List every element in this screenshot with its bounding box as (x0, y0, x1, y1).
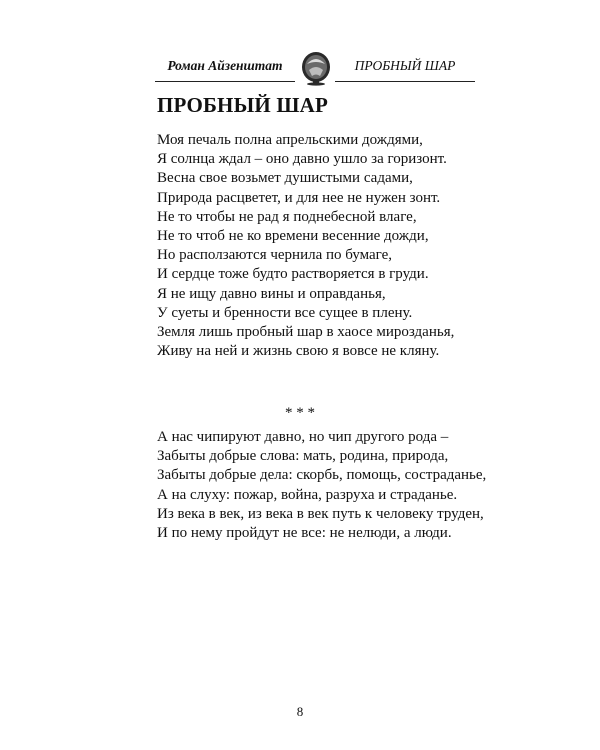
header-author: Роман Айзенштат (167, 58, 283, 73)
poem-line: Но расползаются чернила по бумаге, (157, 247, 393, 264)
poem-line: Природа расцветет, и для нее не нужен зонт. (157, 189, 441, 206)
poem-line: И сердце тоже будто растворяется в груди. (157, 266, 429, 283)
poem-line: И по нему пройдут не все: не нелюди, а люди. (157, 525, 452, 542)
poem-line: Забыты добрые дела: скорбь, помощь, состраданье, (157, 467, 487, 484)
header-rule-right (335, 81, 475, 82)
poem-line: Не то чтоб не ко времени весенние дожди, (157, 228, 429, 245)
poem-stanza-1 (157, 131, 454, 361)
poem-line: А нас чипируют давно, но чип другого рода – (157, 429, 449, 445)
poem-line: Моя печаль полна апрельскими дождями, (157, 132, 423, 148)
poem-line: Не то чтобы не рад я поднебесной влаге, (157, 208, 417, 225)
header-rule-left (155, 81, 295, 82)
poem-line: Забыты добрые слова: мать, родина, природа, (157, 448, 449, 465)
poem-stanza-2 (157, 428, 486, 543)
page-number: 8 (296, 704, 304, 719)
poem-line: Весна свое возьмет душистыми садами, (157, 170, 413, 187)
poem-line: Я не ищу давно вины и оправданья, (157, 285, 386, 302)
poem-line: Живу на ней и жизнь свою я вовсе не кляну. (157, 343, 440, 360)
poem-line: У суеты и бренности все сущее в плену. (157, 304, 413, 321)
poem-line: А на слуху: пожар, война, разруха и страданье. (157, 486, 458, 503)
page-title: ПРОБНЫЙ ШАР (157, 93, 329, 117)
running-header (155, 50, 475, 90)
poem-line: Земля лишь пробный шар в хаосе мирозданья, (157, 324, 455, 341)
poem-line: Из века в век, из века в век путь к человеку труден, (157, 505, 484, 522)
stanza-separator: * * * (285, 405, 315, 421)
globe-ball-icon (300, 50, 332, 86)
poem-line: Я солнца ждал – оно давно ушло за горизонт. (157, 151, 447, 168)
header-running-title: ПРОБНЫЙ ШАР (354, 58, 456, 73)
